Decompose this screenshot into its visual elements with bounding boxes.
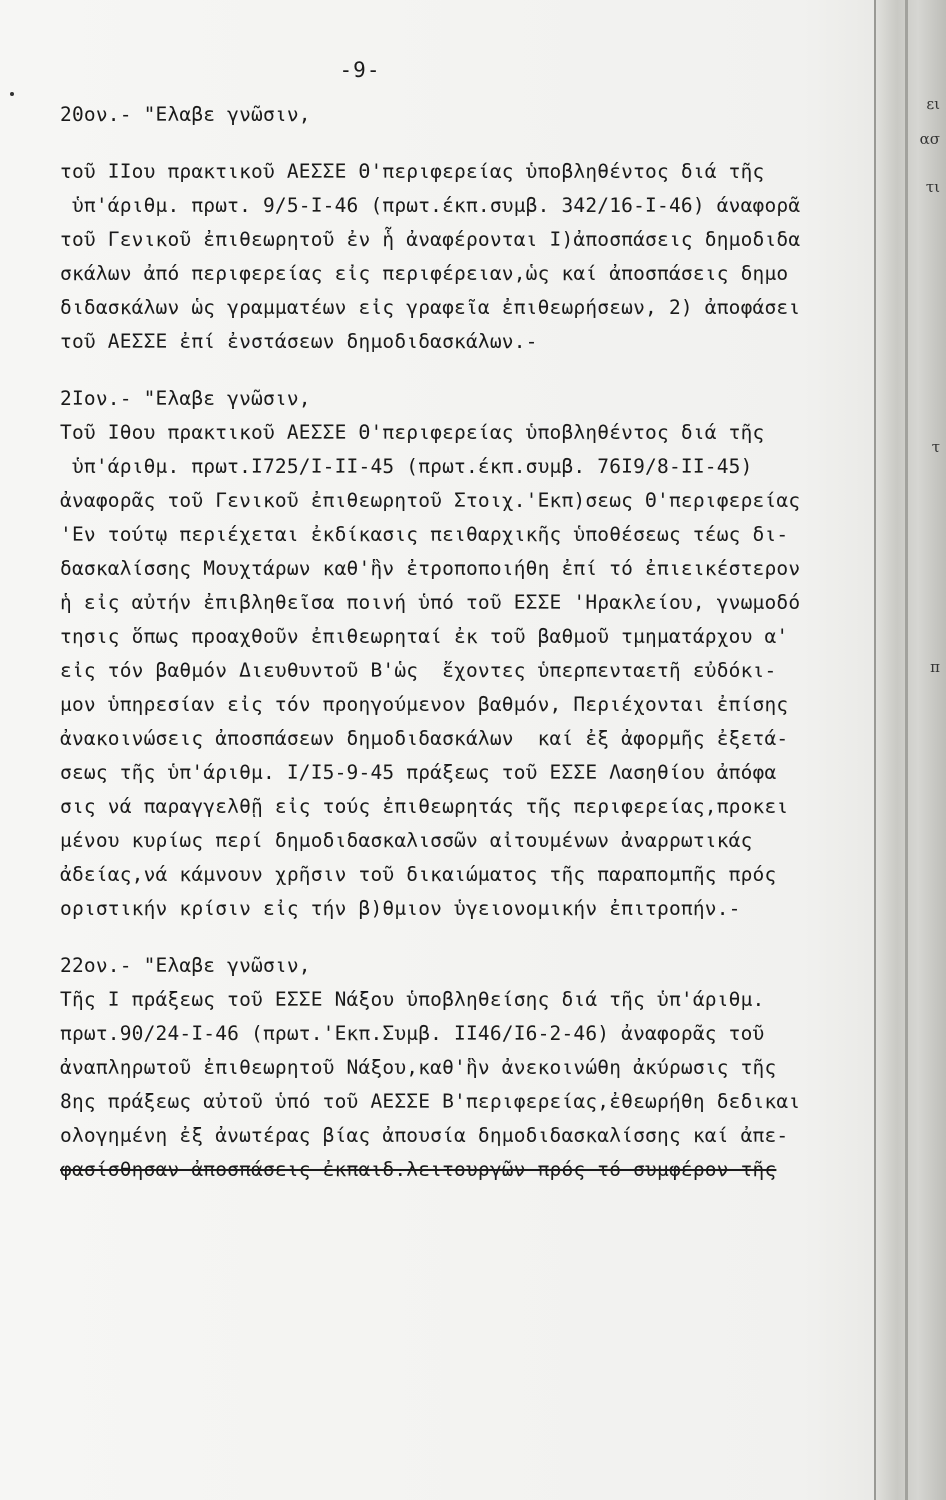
page-binding (874, 0, 946, 1500)
entry-heading: 20ον.- "Ελαβε γνῶσιν, (60, 103, 311, 126)
document-body (60, 98, 880, 1187)
text-line: ἀνακοινώσεις ἀποσπάσεων δημοδιδασκάλων καί ἐξ ἀφορμῆς ἐξετά- (60, 727, 789, 750)
text-line: Τῆς Ι πράξεως τοῦ ΕΣΣΕ Νάξου ὑποβληθείσης διά τῆς ὑπ'άριθμ. (60, 988, 765, 1011)
text-line: ὑπ'άριθμ. πρωτ. 9/5-Ι-46 (πρωτ.έκπ.συμβ. 342/16-Ι-46) άναφορᾶ (60, 194, 801, 217)
text-line: οριστικήν κρίσιν εἰς τήν β)θμιον ὑγειονομικήν ἐπιτροπήν.- (60, 897, 741, 920)
entry-heading: 22ον.- "Ελαβε γνῶσιν, (60, 954, 311, 977)
binding-edge (905, 0, 908, 1500)
text-line: διδασκάλων ὡς γραμματέων εἰς γραφεῖα ἐπιθεωρήσεων, 2) ἀποφάσει (60, 296, 801, 319)
text-line: τοῦ Γενικοῦ ἐπιθεωρητοῦ ἐν ἧ ἀναφέρονται Ι)ἀποσπάσεις δημοδιδα (60, 228, 801, 251)
text-line: τησις ὅπως προαχθοῦν ἐπιθεωρηταί ἐκ τοῦ βαθμοῦ τμηματάρχου α' (60, 625, 789, 648)
edge-text-fragment: τ (931, 438, 940, 456)
entry-22 (60, 949, 880, 1187)
edge-text-fragment: π (930, 658, 940, 676)
entry-heading: 2Ιον.- "Ελαβε γνῶσιν, (60, 387, 311, 410)
page-number: -9- (339, 58, 381, 82)
text-line: 'Εν τούτῳ περιέχεται ἐκδίκασις πειθαρχικῆς ὑποθέσεως τέως δι- (60, 523, 789, 546)
edge-text-fragment: ει (926, 95, 940, 113)
text-line: ἀναπληρωτοῦ ἐπιθεωρητοῦ Νάξου,καθ'ἣν ἀνεκοινώθη ἀκύρωσις τῆς (60, 1056, 777, 1079)
text-line: φασίσθησαν ἀποσπάσεις ἐκπαιδ.λειτουργῶν πρός τό συμφέρον τῆς (60, 1158, 777, 1181)
text-line: μον ὑπηρεσίαν εἰς τόν προηγούμενον βαθμόν, Περιέχονται ἐπίσης (60, 693, 789, 716)
edge-text-fragment: ασ (919, 130, 940, 148)
text-line: εἰς τόν βαθμόν Διευθυντοῦ Β'ὡς ἔχοντες ὑπερπενταετῆ εὐδόκι- (60, 659, 777, 682)
text-line: δασκαλίσσης Μουχτάρων καθ'ἣν ἐτροποποιήθη ἐπί τό ἐπιεικέστερον (60, 557, 801, 580)
text-line: ολογημένη ἐξ ἀνωτέρας βίας ἀπουσία δημοδιδασκαλίσσης καί ἀπε- (60, 1124, 789, 1147)
margin-mark (10, 92, 14, 96)
text-line: ἀδείας,νά κάμνουν χρῆσιν τοῦ δικαιώματος τῆς παραπομπῆς πρός (60, 863, 777, 886)
text-line: ἡ εἰς αὐτήν ἐπιβληθεῖσα ποινή ὑπό τοῦ ΕΣΣΕ 'Ηρακλείου, γνωμοδό (60, 591, 801, 614)
text-line: σεως τῆς ὑπ'άριθμ. Ι/Ι5-9-45 πράξεως τοῦ ΕΣΣΕ Λασηθίου ἀπόφα (60, 761, 777, 784)
text-line: σκάλων ἀπό περιφερείας εἰς περιφέρειαν,ὡς καί ἀποσπάσεις δημο (60, 262, 789, 285)
text-line: τοῦ ΙΙου πρακτικοῦ ΑΕΣΣΕ Θ'περιφερείας ὑποβληθέντος διά τῆς (60, 160, 765, 183)
edge-text-fragment: τι (925, 178, 940, 196)
text-line: 8ης πράξεως αὐτοῦ ὑπό τοῦ ΑΕΣΣΕ Β'περιφερείας,ἐθεωρήθη δεδικαι (60, 1090, 801, 1113)
entry-21 (60, 382, 880, 926)
text-line: ὑπ'άριθμ. πρωτ.Ι725/Ι-ΙΙ-45 (πρωτ.έκπ.συμβ. 76Ι9/8-ΙΙ-45) (60, 455, 753, 478)
text-line: ἀναφορᾶς τοῦ Γενικοῦ ἐπιθεωρητοῦ Στοιχ.'Εκπ)σεως Θ'περιφερείας (60, 489, 801, 512)
text-line: πρωτ.90/24-Ι-46 (πρωτ.'Εκπ.Συμβ. ΙΙ46/Ι6-2-46) ἀναφορᾶς τοῦ (60, 1022, 765, 1045)
text-line: μένου κυρίως περί δημοδιδασκαλισσῶν αἰτουμένων ἀναρρωτικάς (60, 829, 753, 852)
text-line: τοῦ ΑΕΣΣΕ ἐπί ἐνστάσεων δημοδιδασκάλων.- (60, 330, 538, 353)
text-line: Τοῦ Ιθου πρακτικοῦ ΑΕΣΣΕ Θ'περιφερείας ὑποβληθέντος διά τῆς (60, 421, 765, 444)
entry-20 (60, 98, 880, 359)
text-line: σις νά παραγγελθῇ εἰς τούς ἐπιθεωρητάς τῆς περιφερείας,προκει (60, 795, 789, 818)
